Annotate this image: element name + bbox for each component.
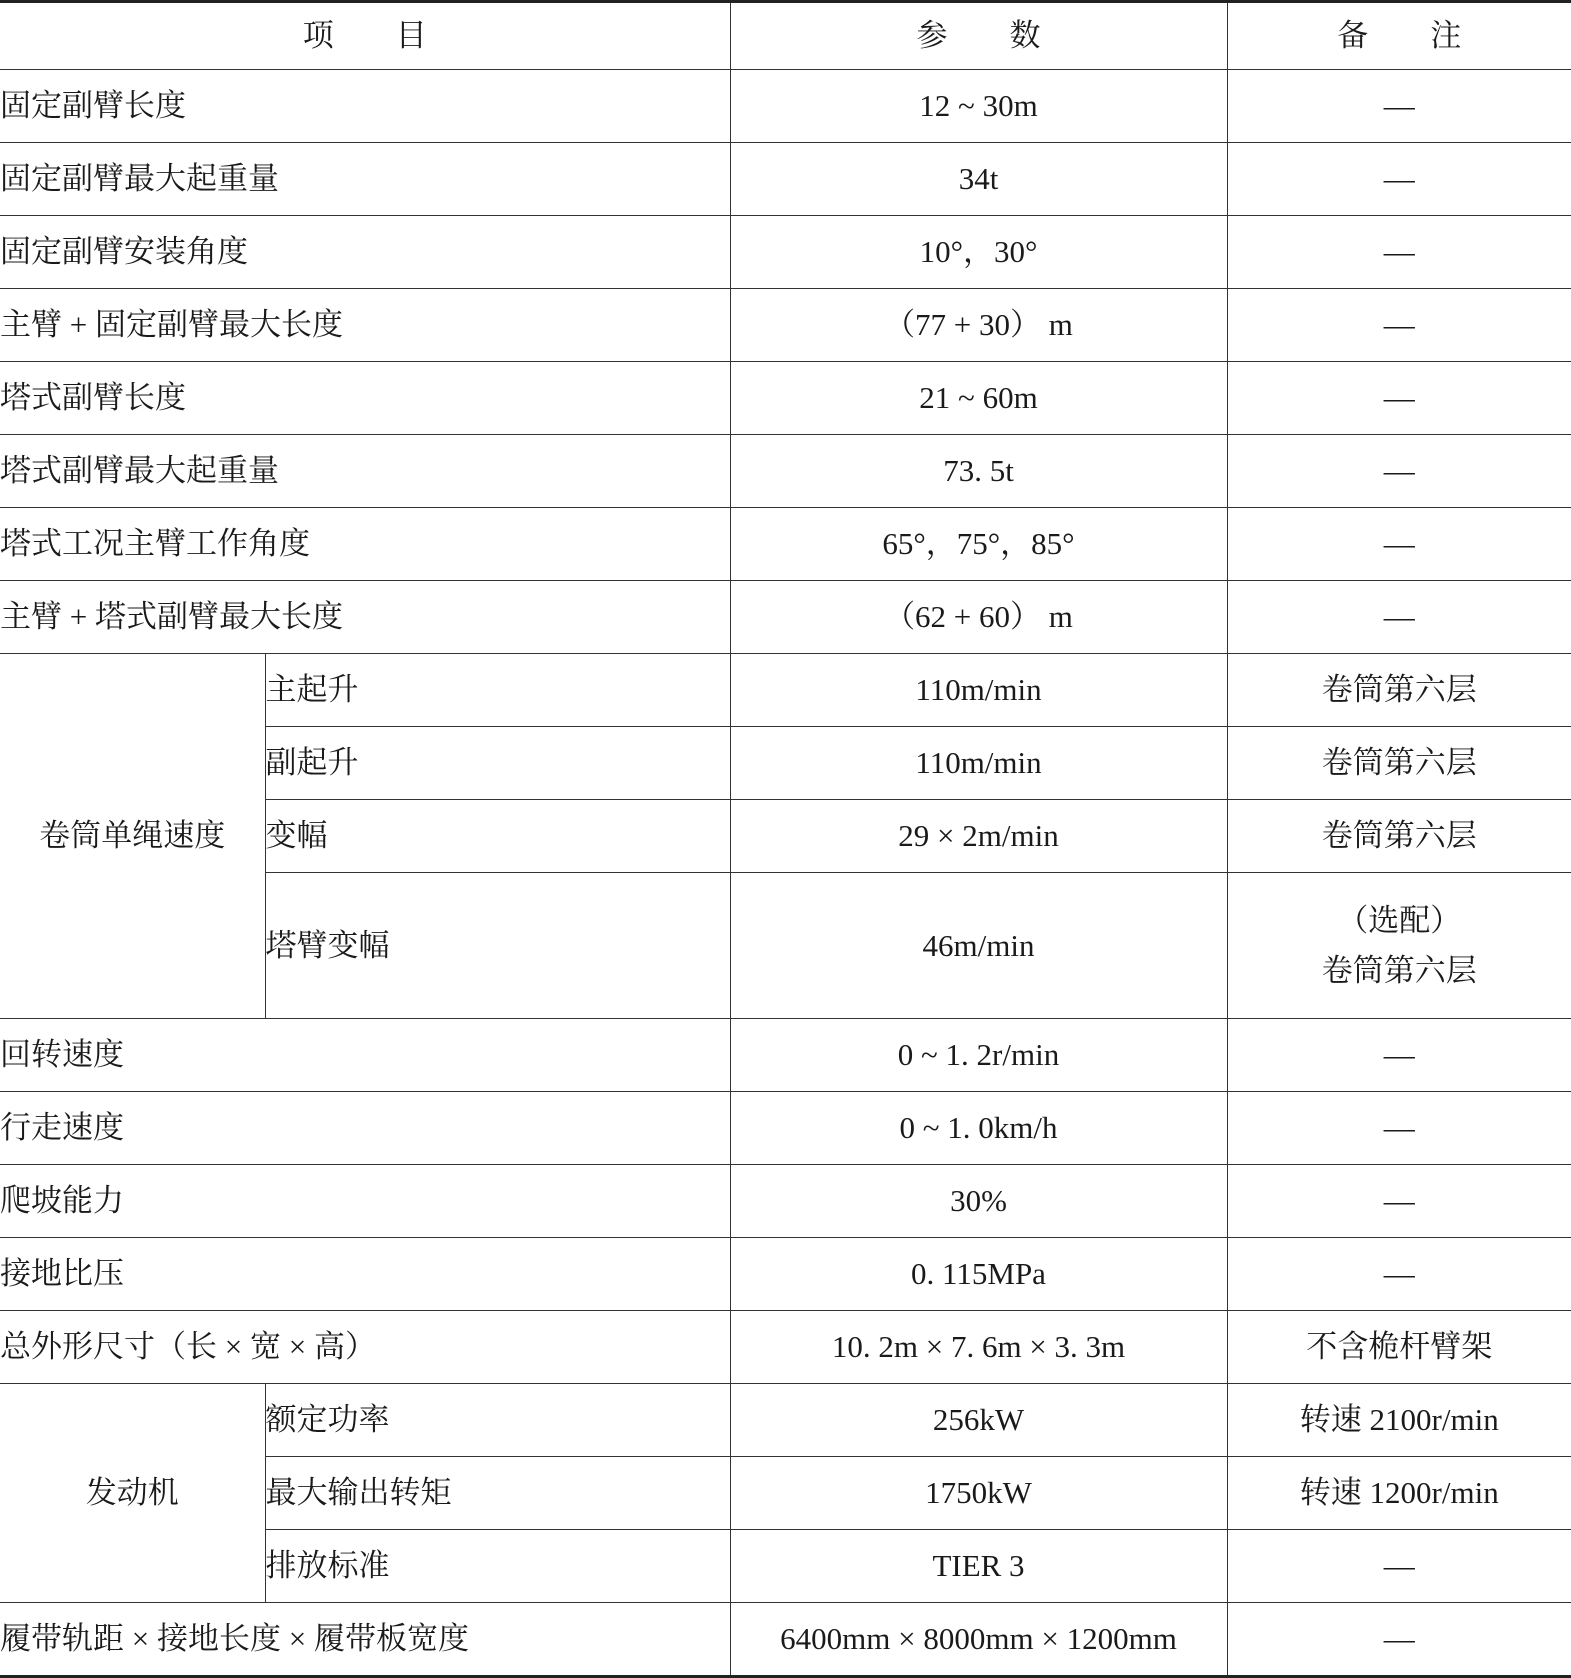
param-cell: 30% (730, 1165, 1227, 1238)
item-cell: 塔式副臂长度 (0, 362, 730, 435)
param-cell: 110m/min (730, 727, 1227, 800)
remark-line-1: （选配） (1228, 896, 1571, 946)
table-row (0, 1311, 1571, 1384)
param-cell: 73. 5t (730, 435, 1227, 508)
param-cell: 34t (730, 143, 1227, 216)
item-cell: 固定副臂长度 (0, 70, 730, 143)
remark-cell: — (1227, 508, 1571, 581)
sub-item-cell: 副起升 (265, 727, 730, 800)
table-row (0, 70, 1571, 143)
param-cell: 256kW (730, 1384, 1227, 1457)
table-row (0, 1238, 1571, 1311)
remark-cell: — (1227, 1165, 1571, 1238)
header-item: 项 目 (0, 2, 730, 70)
item-cell: 塔式工况主臂工作角度 (0, 508, 730, 581)
remark-cell: — (1227, 289, 1571, 362)
param-cell: 1750kW (730, 1457, 1227, 1530)
table-row (0, 143, 1571, 216)
param-cell: （62 + 60） m (730, 581, 1227, 654)
table-row (0, 581, 1571, 654)
param-cell: 10. 2m × 7. 6m × 3. 3m (730, 1311, 1227, 1384)
item-cell: 主臂 + 固定副臂最大长度 (0, 289, 730, 362)
sub-item-cell: 变幅 (265, 800, 730, 873)
remark-cell: — (1227, 143, 1571, 216)
header-remark: 备 注 (1227, 2, 1571, 70)
item-cell: 行走速度 (0, 1092, 730, 1165)
table-row (0, 289, 1571, 362)
table-row (0, 1092, 1571, 1165)
table-row (0, 216, 1571, 289)
sub-item-cell: 最大输出转矩 (265, 1457, 730, 1530)
remark-cell: — (1227, 216, 1571, 289)
param-cell: 0 ~ 1. 2r/min (730, 1019, 1227, 1092)
remark-cell: — (1227, 435, 1571, 508)
item-cell: 固定副臂最大起重量 (0, 143, 730, 216)
param-cell: 0 ~ 1. 0km/h (730, 1092, 1227, 1165)
param-cell: 12 ~ 30m (730, 70, 1227, 143)
table-row (0, 1165, 1571, 1238)
table-row (0, 654, 1571, 727)
param-cell: TIER 3 (730, 1530, 1227, 1603)
item-cell: 主臂 + 塔式副臂最大长度 (0, 581, 730, 654)
item-cell: 履带轨距 × 接地长度 × 履带板宽度 (0, 1603, 730, 1677)
param-cell: 110m/min (730, 654, 1227, 727)
table-row (0, 362, 1571, 435)
remark-cell: — (1227, 1603, 1571, 1677)
sub-item-cell: 塔臂变幅 (265, 873, 730, 1019)
group-cell-drum: 卷筒单绳速度 (0, 654, 265, 1019)
item-cell: 回转速度 (0, 1019, 730, 1092)
table-row (0, 435, 1571, 508)
item-cell: 固定副臂安装角度 (0, 216, 730, 289)
param-cell: 10°，30° (730, 216, 1227, 289)
param-cell: 29 × 2m/min (730, 800, 1227, 873)
remark-cell: — (1227, 1019, 1571, 1092)
param-cell: 46m/min (730, 873, 1227, 1019)
remark-cell: 卷筒第六层 (1227, 800, 1571, 873)
remark-cell: — (1227, 70, 1571, 143)
remark-line-2: 卷筒第六层 (1228, 946, 1571, 996)
table-row (0, 1603, 1571, 1677)
table-row (0, 1384, 1571, 1457)
remark-cell (1227, 873, 1571, 1019)
sub-item-cell: 额定功率 (265, 1384, 730, 1457)
item-cell: 爬坡能力 (0, 1165, 730, 1238)
remark-cell: — (1227, 1238, 1571, 1311)
sub-item-cell: 排放标准 (265, 1530, 730, 1603)
header-param: 参 数 (730, 2, 1227, 70)
remark-cell: 转速 2100r/min (1227, 1384, 1571, 1457)
param-cell: 0. 115MPa (730, 1238, 1227, 1311)
item-cell: 总外形尺寸（长 × 宽 × 高） (0, 1311, 730, 1384)
param-cell: 65°，75°，85° (730, 508, 1227, 581)
remark-cell: — (1227, 1530, 1571, 1603)
header-row (0, 2, 1571, 70)
remark-cell: — (1227, 362, 1571, 435)
remark-cell: 转速 1200r/min (1227, 1457, 1571, 1530)
table-row (0, 508, 1571, 581)
remark-cell: 卷筒第六层 (1227, 727, 1571, 800)
remark-cell: — (1227, 581, 1571, 654)
item-cell: 塔式副臂最大起重量 (0, 435, 730, 508)
param-cell: 6400mm × 8000mm × 1200mm (730, 1603, 1227, 1677)
param-cell: 21 ~ 60m (730, 362, 1227, 435)
item-cell: 接地比压 (0, 1238, 730, 1311)
sub-item-cell: 主起升 (265, 654, 730, 727)
remark-cell: 卷筒第六层 (1227, 654, 1571, 727)
remark-cell: 不含桅杆臂架 (1227, 1311, 1571, 1384)
table-row (0, 1019, 1571, 1092)
param-cell: （77 + 30） m (730, 289, 1227, 362)
group-cell-engine: 发动机 (0, 1384, 265, 1603)
remark-cell: — (1227, 1092, 1571, 1165)
